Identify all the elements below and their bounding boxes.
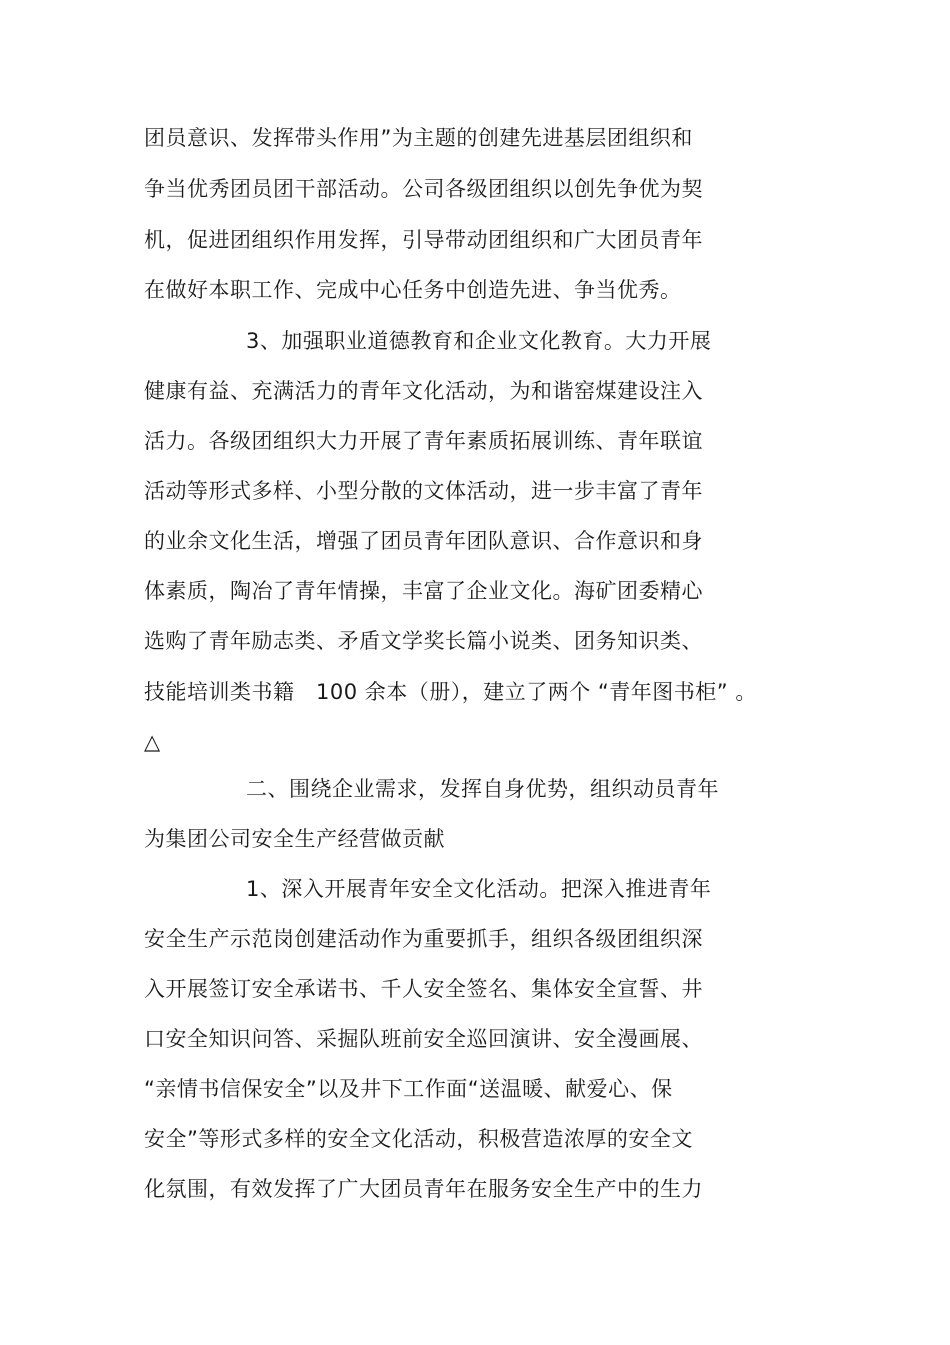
paragraph-line: 活力。各级团组织大力开展了青年素质拓展训练、青年联谊: [144, 429, 703, 453]
paragraph-line: 机，促进团组织作用发挥，引导带动团组织和广大团员青年: [144, 228, 703, 252]
paragraph-line: “亲情书信保安全”以及井下工作面“送温暖、献爱心、保: [144, 1077, 673, 1101]
paragraph-line: 健康有益、充满活力的青年文化活动，为和谐窑煤建设注入: [144, 379, 703, 403]
paragraph-line: 体素质，陶冶了青年情操，丰富了企业文化。海矿团委精心: [144, 579, 703, 603]
section-heading: 二、围绕企业需求，发挥自身优势，组织动员青年: [246, 777, 719, 801]
paragraph-line: 安全生产示范岗创建活动作为重要抓手，组织各级团组织深: [144, 927, 703, 951]
paragraph-line: 活动等形式多样、小型分散的文体活动，进一步丰富了青年: [144, 479, 703, 503]
paragraph-line: 在做好本职工作、完成中心任务中创造先进、争当优秀。: [144, 278, 682, 302]
paragraph-line: 选购了青年励志类、矛盾文学奖长篇小说类、团务知识类、: [144, 629, 703, 653]
paragraph-line: 争当优秀团员团干部活动。公司各级团组织以创先争优为契: [144, 177, 703, 201]
triangle-symbol: △: [144, 730, 161, 754]
paragraph-line: 团员意识、发挥带头作用”为主题的创建先进基层团组织和: [144, 126, 693, 150]
paragraph-line: 入开展签订安全承诺书、千人安全签名、集体安全宣誓、井: [144, 977, 703, 1001]
section-heading: 为集团公司安全生产经营做贡献: [144, 827, 445, 851]
paragraph-line: 1、深入开展青年安全文化活动。把深入推进青年: [246, 877, 712, 901]
paragraph-line: 技能培训类书籍 100 余本（册），建立了两个 “青年图书柜” 。: [144, 680, 757, 704]
paragraph-line: 口安全知识问答、采掘队班前安全巡回演讲、安全漫画展、: [144, 1027, 703, 1051]
paragraph-line: 安全”等形式多样的安全文化活动，积极营造浓厚的安全文: [144, 1127, 693, 1151]
paragraph-line: 3、加强职业道德教育和企业文化教育。大力开展: [246, 329, 712, 353]
paragraph-line: 化氛围，有效发挥了广大团员青年在服务安全生产中的生力: [144, 1177, 703, 1201]
paragraph-line: 的业余文化生活，增强了团员青年团队意识、合作意识和身: [144, 529, 703, 553]
